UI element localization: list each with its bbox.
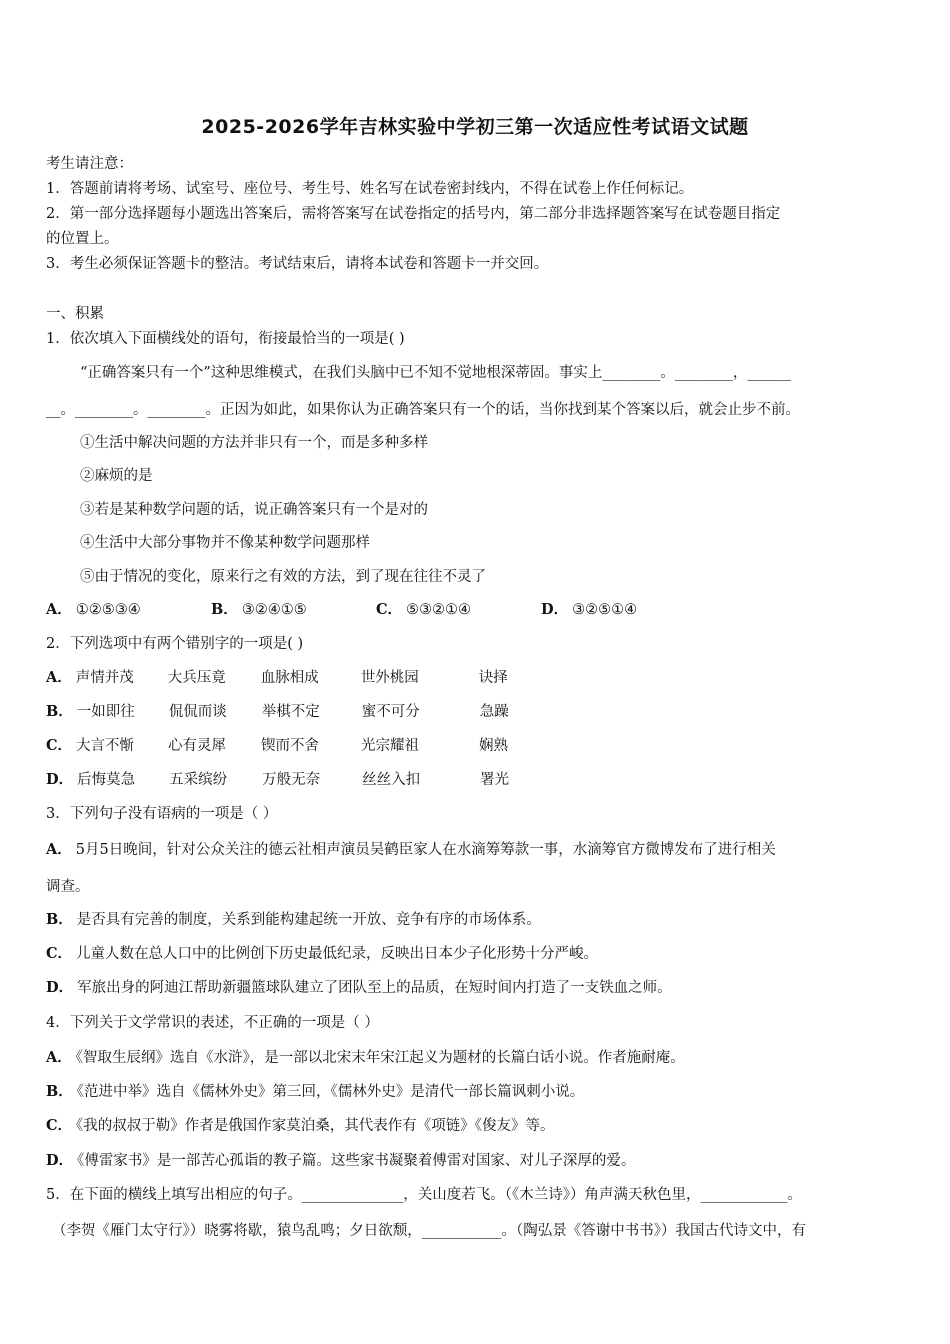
q3-option-c[interactable]: C． 儿童人数在总人口中的比例创下历史最低纪录，反映出日本少子化形势十分严峻。 bbox=[46, 945, 599, 962]
q2-word: 诀择 bbox=[478, 670, 508, 686]
notice-line-2: 2．第一部分选择题每小题选出答案后，需将答案写在试卷指定的括号内，第二部分非选择题答案写在试卷题目指定 bbox=[46, 206, 781, 222]
q3-option-a[interactable]: A． 5月5日晚间，针对公众关注的德云社相声演员吴鹤臣家人在水滴筹筹款一事，水滴筹官方微博发布了进行相关 bbox=[46, 841, 776, 858]
q1-option-b[interactable]: B． ③②④①⑤ bbox=[211, 601, 307, 618]
q2-word: 举棋不定 bbox=[261, 704, 320, 720]
q4-stem: 4．下列关于文学常识的表述，不正确的一项是（ ） bbox=[46, 1015, 379, 1031]
notice-line-3: 3．考生必须保证答题卡的整洁。考试结束后，请将本试卷和答题卡一并交回。 bbox=[46, 256, 549, 272]
q2-word: 一如即往 bbox=[76, 704, 135, 720]
q2-word: 急躁 bbox=[479, 704, 509, 720]
q2-option-c[interactable]: C． 大言不惭 心有灵犀 锲而不舍 光宗耀祖 娴熟 bbox=[46, 734, 508, 755]
q2-word: 血脉相成 bbox=[260, 670, 319, 686]
q1-passage-1: “正确答案只有一个”这种思维模式，在我们头脑中已不知不觉地根深蒂固。事实上________。________，______ bbox=[80, 365, 791, 381]
q1-options bbox=[46, 598, 637, 619]
q2-word: 大兵压竟 bbox=[167, 670, 226, 686]
q1-passage-2: __。________。________。正因为如此，如果你认为正确答案只有一个的话，当你找到某个答案以后，就会止步不前。 bbox=[46, 402, 800, 418]
q2-word: 声情并茂 bbox=[75, 670, 134, 686]
q3-option-b[interactable]: B． 是否具有完善的制度，关系到能构建起统一开放、竞争有序的市场体系。 bbox=[46, 911, 541, 928]
q1-sentence-1: ①生活中解决问题的方法并非只有一个，而是多种多样 bbox=[80, 435, 428, 451]
notice-line-2-cont: 的位置上。 bbox=[46, 231, 119, 247]
q4-option-b[interactable]: B． 《范进中举》选自《儒林外史》第三回，《儒林外史》是清代一部长篇讽刺小说。 bbox=[46, 1083, 585, 1100]
q1-sentence-4: ④生活中大部分事物并不像某种数学问题那样 bbox=[80, 535, 370, 551]
q2-word: 侃侃而谈 bbox=[168, 704, 227, 720]
q2-option-a[interactable]: A． 声情并茂 大兵压竟 血脉相成 世外桃园 诀择 bbox=[46, 666, 508, 687]
q2-word: 世外桃园 bbox=[360, 670, 419, 686]
q1-option-c[interactable]: C． ⑤③②①④ bbox=[376, 601, 472, 618]
q1-sentence-5: ⑤由于情况的变化，原来行之有效的方法，到了现在往往不灵了 bbox=[80, 569, 486, 585]
q3-stem: 3．下列句子没有语病的一项是（ ） bbox=[46, 806, 278, 822]
q2-option-b[interactable]: B． 一如即往 侃侃而谈 举棋不定 蜜不可分 急躁 bbox=[46, 700, 509, 721]
q4-option-a[interactable]: A． 《智取生辰纲》选自《水浒》，是一部以北宋末年宋江起义为题材的长篇白话小说。作者施耐庵。 bbox=[46, 1049, 685, 1066]
q4-option-d[interactable]: D． 《傅雷家书》是一部苦心孤诣的教子篇。这些家书凝聚着傅雷对国家、对儿子深厚的爱。 bbox=[46, 1152, 636, 1169]
q5-line-2: （李贺《雁门太守行》）晓雾将歇，猿鸟乱鸣；夕日欲颓，___________。（陶弘景《答谢中书书》）我国古代诗文中，有 bbox=[52, 1223, 806, 1239]
q2-option-d[interactable]: D． 后悔莫急 五采缤纷 万般无奈 丝丝入扣 署光 bbox=[46, 768, 509, 789]
q2-word: 锲而不舍 bbox=[261, 738, 320, 754]
q1-sentence-3: ③若是某种数学问题的话，说正确答案只有一个是对的 bbox=[80, 502, 428, 518]
q2-stem: 2．下列选项中有两个错别字的一项是( ) bbox=[46, 636, 304, 652]
q3-option-a-cont: 调查。 bbox=[46, 879, 90, 895]
q4-option-c[interactable]: C． 《我的叔叔于勒》作者是俄国作家莫泊桑，其代表作有《项链》《俊友》等。 bbox=[46, 1117, 555, 1134]
q1-option-a[interactable]: A． ①②⑤③④ bbox=[46, 601, 141, 618]
page-title: 2025-2026学年吉林实验中学初三第一次适应性考试语文试题 bbox=[201, 116, 749, 138]
q2-word: 大言不惭 bbox=[76, 738, 135, 754]
q1-stem: 1．依次填入下面横线处的语句，衔接最恰当的一项是( ) bbox=[46, 331, 405, 347]
q2-word: 后悔莫急 bbox=[77, 772, 136, 788]
q2-word: 丝丝入扣 bbox=[362, 772, 421, 788]
notice-line-1: 1．答题前请将考场、试室号、座位号、考生号、姓名写在试卷密封线内，不得在试卷上作任何标记。 bbox=[46, 181, 694, 197]
notice-heading: 考生请注意： bbox=[46, 156, 133, 172]
q2-word: 娴熟 bbox=[479, 738, 509, 754]
q2-word: 署光 bbox=[480, 772, 510, 788]
q2-word: 万般无奈 bbox=[262, 772, 321, 788]
q2-word: 五采缤纷 bbox=[169, 772, 228, 788]
section-heading: 一、积累 bbox=[46, 306, 104, 322]
q2-word: 蜜不可分 bbox=[361, 704, 420, 720]
q2-word: 心有灵犀 bbox=[168, 738, 227, 754]
q3-option-d[interactable]: D． 军旅出身的阿迪江帮助新疆篮球队建立了团队至上的品质，在短时间内打造了一支铁血之师。 bbox=[46, 979, 672, 996]
q1-option-d[interactable]: D． ③②⑤①④ bbox=[541, 601, 638, 618]
q2-word: 光宗耀祖 bbox=[361, 738, 420, 754]
q1-sentence-2: ②麻烦的是 bbox=[80, 468, 153, 484]
q5-line-1: 5．在下面的横线上填写出相应的句子。______________，关山度若飞。（《木兰诗》）角声满天秋色里，____________。 bbox=[46, 1187, 802, 1203]
